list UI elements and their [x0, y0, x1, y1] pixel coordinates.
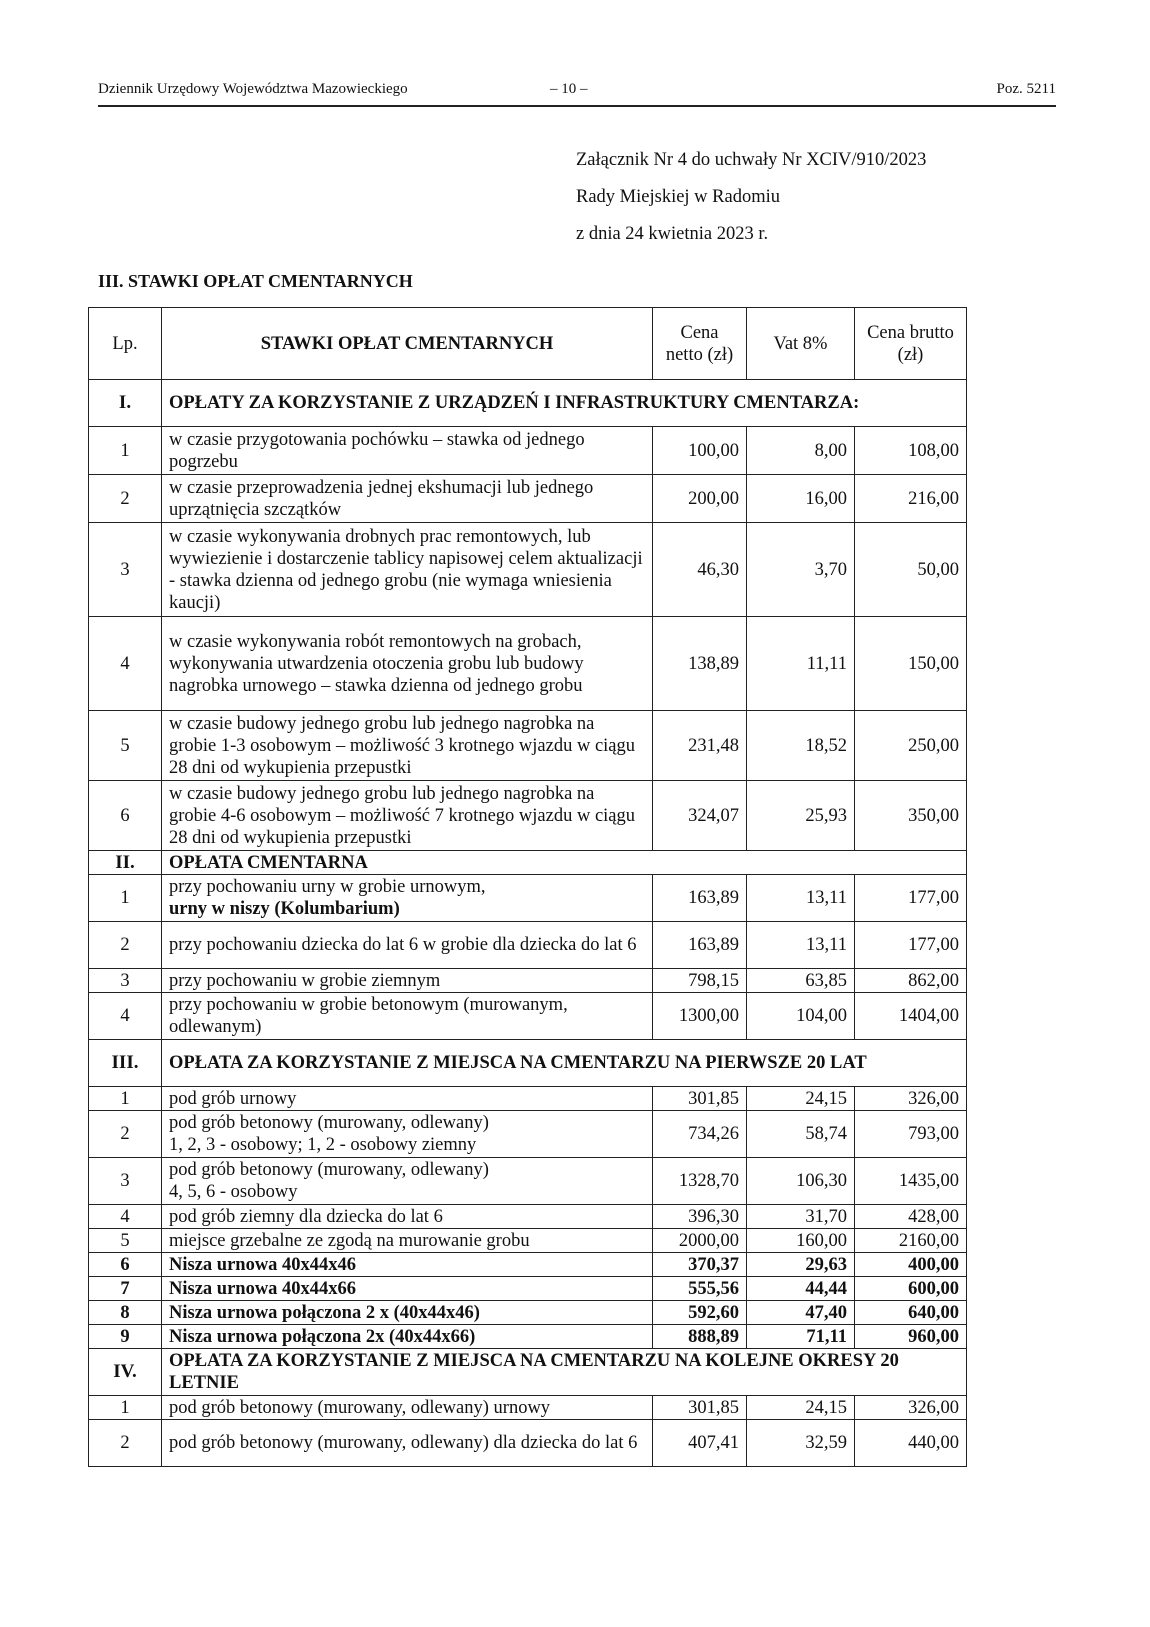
net-price: 46,30: [653, 523, 747, 617]
row-description: [162, 1111, 653, 1158]
row-description: [162, 1205, 653, 1229]
vat-amount: 25,93: [747, 781, 855, 851]
row-number: 5: [89, 711, 162, 781]
row-number: 3: [89, 1158, 162, 1205]
net-price: 888,89: [653, 1325, 747, 1349]
row-description: [162, 617, 653, 711]
row-number: 6: [89, 781, 162, 851]
description-emphasis: urny w niszy (Kolumbarium): [169, 899, 400, 919]
description-text: pod grób ziemny dla dziecka do lat 6: [169, 1206, 443, 1227]
net-price: 592,60: [653, 1301, 747, 1325]
section-heading: OPŁATY ZA KORZYSTANIE Z URZĄDZEŃ I INFRASTRUKTURY CMENTARZA:: [162, 380, 967, 427]
net-price: 301,85: [653, 1087, 747, 1111]
gross-price: 350,00: [855, 781, 967, 851]
net-price: 734,26: [653, 1111, 747, 1158]
section-number: IV.: [89, 1349, 162, 1396]
position-number: Poz. 5211: [996, 81, 1056, 97]
table-row: [89, 1205, 967, 1229]
description-text: w czasie wykonywania drobnych prac remontowych, lub wywiezienie i dostarczenie tablicy napisowej celem aktualizacji - stawka dzienna od jednego grobu (nie wymaga wniesienia kaucji): [169, 526, 643, 613]
description-text: Nisza urnowa połączona 2 x (40x44x46): [169, 1302, 480, 1323]
header-gross-price: Cena brutto (zł): [855, 308, 967, 380]
row-number: 6: [89, 1253, 162, 1277]
description-text: w czasie wykonywania robót remontowych na grobach, wykonywania utwardzenia otoczenia grobu lub budowy nagrobka urnowego – stawka dzienna od jednego grobu: [169, 631, 584, 696]
vat-amount: 16,00: [747, 475, 855, 523]
header-description: STAWKI OPŁAT CMENTARNYCH: [162, 308, 653, 380]
row-description: [162, 993, 653, 1040]
gross-price: 2160,00: [855, 1229, 967, 1253]
row-number: 4: [89, 617, 162, 711]
description-text: przy pochowaniu dziecka do lat 6 w grobie dla dziecka do lat 6: [169, 935, 637, 955]
row-description: [162, 1158, 653, 1205]
row-description: [162, 969, 653, 993]
row-description: [162, 1253, 653, 1277]
description-text: Nisza urnowa 40x44x46: [169, 1254, 357, 1275]
gross-price: 600,00: [855, 1277, 967, 1301]
vat-amount: 58,74: [747, 1111, 855, 1158]
gross-price: 108,00: [855, 427, 967, 475]
gross-price: 250,00: [855, 711, 967, 781]
row-number: 1: [89, 1396, 162, 1420]
table-row: [89, 969, 967, 993]
table-row: [89, 1301, 967, 1325]
vat-amount: 160,00: [747, 1229, 855, 1253]
description-text: w czasie przeprowadzenia jednej ekshumacji lub jednego uprzątnięcia szczątków: [169, 477, 594, 520]
description-text: pod grób betonowy (murowany, odlewany): [169, 1113, 489, 1133]
section-header-row: [89, 1040, 967, 1087]
vat-amount: 3,70: [747, 523, 855, 617]
vat-amount: 32,59: [747, 1420, 855, 1467]
table-row: [89, 427, 967, 475]
annex-line-1: Załącznik Nr 4 do uchwały Nr XCIV/910/2023: [576, 150, 927, 170]
row-description: [162, 1277, 653, 1301]
net-price: 2000,00: [653, 1229, 747, 1253]
table-row: [89, 1420, 967, 1467]
gross-price: 793,00: [855, 1111, 967, 1158]
annex-line-3: z dnia 24 kwietnia 2023 r.: [576, 224, 769, 244]
row-number: 4: [89, 993, 162, 1040]
section-heading: OPŁATA CMENTARNA: [162, 851, 967, 875]
description-text: w czasie budowy jednego grobu lub jednego nagrobka na grobie 4-6 osobowym – możliwość 7 krotnego wjazdu w ciągu 28 dni od wykupienia przepustki: [169, 783, 636, 848]
gross-price: 177,00: [855, 922, 967, 969]
row-number: 2: [89, 475, 162, 523]
vat-amount: 104,00: [747, 993, 855, 1040]
table-row: [89, 1087, 967, 1111]
row-number: 5: [89, 1229, 162, 1253]
vat-amount: 8,00: [747, 427, 855, 475]
vat-amount: 47,40: [747, 1301, 855, 1325]
section-number: I.: [89, 380, 162, 427]
row-description: [162, 711, 653, 781]
net-price: 396,30: [653, 1205, 747, 1229]
row-description: [162, 781, 653, 851]
annex-line-2: Rady Miejskiej w Radomiu: [576, 187, 780, 207]
row-description: [162, 922, 653, 969]
net-price: 301,85: [653, 1396, 747, 1420]
vat-amount: 18,52: [747, 711, 855, 781]
gross-price: 400,00: [855, 1253, 967, 1277]
table-row: [89, 1253, 967, 1277]
gross-price: 326,00: [855, 1087, 967, 1111]
row-description: [162, 875, 653, 922]
gross-price: 862,00: [855, 969, 967, 993]
row-description: [162, 1420, 653, 1467]
net-price: 1300,00: [653, 993, 747, 1040]
description-text: przy pochowaniu urny w grobie urnowym,: [169, 877, 486, 897]
vat-amount: 44,44: [747, 1277, 855, 1301]
row-number: 2: [89, 922, 162, 969]
row-number: 2: [89, 1420, 162, 1467]
row-number: 4: [89, 1205, 162, 1229]
vat-amount: 71,11: [747, 1325, 855, 1349]
net-price: 138,89: [653, 617, 747, 711]
net-price: 798,15: [653, 969, 747, 993]
table-row: [89, 1325, 967, 1349]
table-row: [89, 1229, 967, 1253]
vat-amount: 29,63: [747, 1253, 855, 1277]
gross-price: 428,00: [855, 1205, 967, 1229]
row-number: 3: [89, 969, 162, 993]
row-number: 8: [89, 1301, 162, 1325]
table-row: [89, 475, 967, 523]
gross-price: 326,00: [855, 1396, 967, 1420]
gross-price: 960,00: [855, 1325, 967, 1349]
section-title: III. STAWKI OPŁAT CMENTARNYCH: [98, 271, 413, 291]
description-text: w czasie przygotowania pochówku – stawka od jednego pogrzebu: [169, 429, 585, 472]
vat-amount: 13,11: [747, 875, 855, 922]
row-number: 1: [89, 427, 162, 475]
vat-amount: 106,30: [747, 1158, 855, 1205]
row-description: [162, 1396, 653, 1420]
row-number: 7: [89, 1277, 162, 1301]
row-description: [162, 427, 653, 475]
gross-price: 1435,00: [855, 1158, 967, 1205]
section-header-row: [89, 1349, 967, 1396]
row-description: [162, 1301, 653, 1325]
description-text: pod grób betonowy (murowany, odlewany): [169, 1160, 489, 1180]
row-description: [162, 475, 653, 523]
vat-amount: 24,15: [747, 1396, 855, 1420]
table-row: [89, 1277, 967, 1301]
net-price: 163,89: [653, 922, 747, 969]
row-number: 3: [89, 523, 162, 617]
net-price: 370,37: [653, 1253, 747, 1277]
net-price: 163,89: [653, 875, 747, 922]
table-row: [89, 1396, 967, 1420]
net-price: 100,00: [653, 427, 747, 475]
header-net-price: Cena netto (zł): [653, 308, 747, 380]
header-lp: Lp.: [89, 308, 162, 380]
page-number: – 10 –: [550, 81, 588, 97]
description-text: przy pochowaniu w grobie betonowym (murowanym, odlewanym): [169, 995, 568, 1037]
row-description: [162, 1325, 653, 1349]
row-description: [162, 523, 653, 617]
table-row: [89, 1111, 967, 1158]
row-number: 1: [89, 875, 162, 922]
net-price: 324,07: [653, 781, 747, 851]
description-text: pod grób betonowy (murowany, odlewany) dla dziecka do lat 6: [169, 1433, 638, 1453]
description-text-line-2: 4, 5, 6 - osobowy: [169, 1182, 298, 1202]
gross-price: 177,00: [855, 875, 967, 922]
fees-table: [88, 307, 967, 1467]
page-header: [98, 77, 1056, 107]
row-number: 9: [89, 1325, 162, 1349]
section-number: III.: [89, 1040, 162, 1087]
vat-amount: 63,85: [747, 969, 855, 993]
table-row: [89, 993, 967, 1040]
gross-price: 150,00: [855, 617, 967, 711]
section-header-row: [89, 851, 967, 875]
vat-amount: 31,70: [747, 1205, 855, 1229]
description-text: miejsce grzebalne ze zgodą na murowanie grobu: [169, 1230, 530, 1251]
row-number: 2: [89, 1111, 162, 1158]
vat-amount: 24,15: [747, 1087, 855, 1111]
fees-table-body: [89, 308, 967, 1467]
description-text: Nisza urnowa połączona 2x (40x44x66): [169, 1326, 476, 1347]
net-price: 231,48: [653, 711, 747, 781]
row-number: 1: [89, 1087, 162, 1111]
gross-price: 1404,00: [855, 993, 967, 1040]
annex-reference: [576, 148, 926, 259]
section-number: II.: [89, 851, 162, 875]
table-row: [89, 711, 967, 781]
header-vat: Vat 8%: [747, 308, 855, 380]
description-text: przy pochowaniu w grobie ziemnym: [169, 970, 441, 991]
journal-title: Dziennik Urzędowy Województwa Mazowieckiego: [98, 81, 408, 97]
row-description: [162, 1229, 653, 1253]
net-price: 200,00: [653, 475, 747, 523]
table-header-row: [89, 308, 967, 380]
vat-amount: 11,11: [747, 617, 855, 711]
net-price: 555,56: [653, 1277, 747, 1301]
description-text: Nisza urnowa 40x44x66: [169, 1278, 357, 1299]
vat-amount: 13,11: [747, 922, 855, 969]
table-row: [89, 617, 967, 711]
section-heading: OPŁATA ZA KORZYSTANIE Z MIEJSCA NA CMENTARZU NA KOLEJNE OKRESY 20 LETNIE: [162, 1349, 967, 1396]
gross-price: 440,00: [855, 1420, 967, 1467]
description-text: w czasie budowy jednego grobu lub jednego nagrobka na grobie 1-3 osobowym – możliwość 3 krotnego wjazdu w ciągu 28 dni od wykupienia przepustki: [169, 713, 636, 778]
table-row: [89, 1158, 967, 1205]
description-text: pod grób urnowy: [169, 1088, 297, 1109]
section-header-row: [89, 380, 967, 427]
table-row: [89, 922, 967, 969]
description-text-line-2: 1, 2, 3 - osobowy; 1, 2 - osobowy ziemny: [169, 1135, 477, 1155]
gross-price: 216,00: [855, 475, 967, 523]
row-description: [162, 1087, 653, 1111]
gross-price: 50,00: [855, 523, 967, 617]
net-price: 407,41: [653, 1420, 747, 1467]
gross-price: 640,00: [855, 1301, 967, 1325]
table-row: [89, 523, 967, 617]
table-row: [89, 875, 967, 922]
table-row: [89, 781, 967, 851]
description-text: pod grób betonowy (murowany, odlewany) urnowy: [169, 1397, 551, 1418]
net-price: 1328,70: [653, 1158, 747, 1205]
section-heading: OPŁATA ZA KORZYSTANIE Z MIEJSCA NA CMENTARZU NA PIERWSZE 20 LAT: [162, 1040, 967, 1087]
